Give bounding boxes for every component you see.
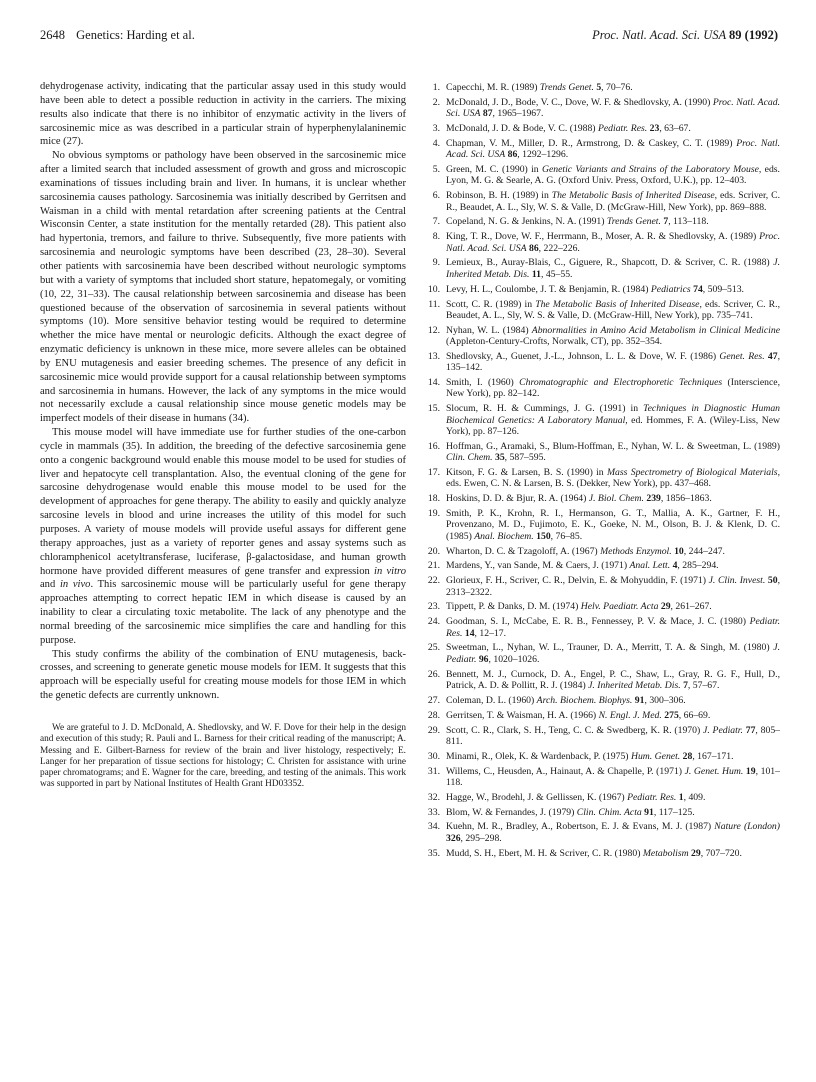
reference-authors: Smith, I. (1960) (446, 377, 520, 389)
reference-source: Nature (London) (714, 821, 781, 833)
reference-number: 17. (427, 466, 440, 478)
reference-number: 35. (427, 847, 440, 859)
reference-source: Trends Genet. (539, 82, 594, 93)
reference-pages: , 1020–1026. (488, 653, 540, 665)
reference-item (424, 377, 780, 400)
reference-source: Metabolism (642, 847, 689, 859)
reference-number: 22. (427, 575, 440, 587)
reference-authors: Minami, R., Olek, K. & Wardenback, P. (1975) (446, 750, 631, 762)
reference-item (424, 821, 780, 844)
reference-number: 18. (427, 493, 440, 505)
in-vivo-text: in vivo (59, 579, 91, 591)
reference-authors: McDonald, J. D., Bode, V. C., Dove, W. F. & Shedlovsky, A. (1990) (446, 96, 713, 108)
reference-authors: Mardens, Y., van Sande, M. & Caers, J. (1971) (446, 560, 630, 572)
reference-volume: 14 (464, 627, 475, 639)
page-header (40, 28, 778, 44)
reference-pages: , 12–17. (474, 627, 507, 639)
reference-item (424, 669, 780, 692)
reference-authors: Chapman, V. M., Miller, D. R., Armstrong, D. & Caskey, C. T. (1989) (446, 137, 737, 149)
reference-number: 30. (427, 750, 440, 762)
reference-authors: Smith, P. K., Krohn, R. I., Hermanson, G. T., Mallia, A. K., Gartner, F. H., Provenzano, M. D., Fujimoto, E. K., Goeke, N. M., Olson, B. J. & Klenk, D. C. (1985) (446, 508, 780, 542)
reference-pages: , 57–67. (687, 679, 720, 691)
reference-volume: 86 (507, 149, 518, 161)
reference-volume: 1 (678, 791, 684, 803)
reference-authors: Green, M. C. (1990) in (446, 164, 542, 176)
reference-source: Chromatographic and Electrophoretic Techniques (519, 377, 723, 389)
reference-pages: , 117–125. (653, 806, 695, 818)
reference-source: The Metabolic Basis of Inherited Disease (535, 298, 700, 310)
paragraph-2: No obvious symptoms or pathology have been observed in the sarcosinemic mice after a limited search that included assessment of growth and gross and microscopic examinations of tissues including brain and liver. In humans, it is unclear whether sarcosinemia causes pathology. Sarcosinemia was initially described by Gerritsen and Waisman in a child with mental retardation after screening patients at the Central Wisconsin Center, a state institution for the mentally retarded (28). This patient also had hypertonia, tremors, and failure to thrive. Subsequently, five more patients with sarcosinemia and neurologic symptoms have been described (23, 28–30). Several other patients with sarcosinemia have been described without neurologic symptoms but with a variety of symptoms that included short stature, hepatomegaly, or vomiting (10, 22, 31–33). The causal relationship between sarcosinemia and disease has been questioned because of the observation of sarcosinemia in several patients without symptoms (10). More sensitive behavior testing would be required to determine whether the mice have mental or neurologic deficits. Although the exact degree of enzymatic deficiency is unknown in these mice, more severe alleles can be obtained by ENU mutagenesis and easier breeding schemes. The presence of any deficit in sarcosinemic mice would provide support for a causal relationship between symptoms and sarcosinemia in humans. However, the lack of any symptoms in the mice would not necessarily exclude a causal relationship since mouse genetic models may be imperfect models of their disease in humans (34). (40, 150, 406, 425)
reference-number: 15. (427, 403, 440, 415)
reference-volume: 275 (664, 709, 679, 721)
reference-number: 27. (427, 694, 440, 706)
reference-source: Pediatr. Res. (446, 616, 780, 639)
reference-item (424, 441, 780, 464)
reference-source: The Metabolic Basis of Inherited Disease (551, 190, 715, 202)
reference-authors: Nyhan, W. L. (1984) (446, 324, 532, 336)
reference-item (424, 190, 780, 213)
reference-item (424, 467, 780, 490)
reference-authors: Slocum, R. H. & Cummings, J. G. (1991) in (446, 403, 644, 415)
reference-authors: Bennett, M. J., Curnock, D. A., Engel, P. C., Shaw, L., Gray, R. G. F., Hull, D., Patrick, A. D. & Pollitt, R. J. (1984) (446, 668, 780, 691)
reference-source: N. Engl. J. Med. (598, 709, 662, 721)
reference-source: Arch. Biochem. Biophys. (536, 694, 633, 706)
reference-item (424, 164, 780, 187)
reference-item (424, 575, 780, 598)
reference-item (424, 792, 780, 803)
reference-item (424, 807, 780, 818)
reference-item (424, 82, 780, 93)
reference-item (424, 123, 780, 134)
reference-source: Mass Spectrometry of Biological Materials (606, 466, 778, 478)
reference-number: 2. (432, 96, 440, 108)
reference-source: Pediatrics (650, 283, 691, 295)
paragraph-4: This study confirms the ability of the combination of ENU mutagenesis, back-crosses, and screening to generate genetic mouse models for IEM. It suggests that this approach will be especially useful for creating mouse models for those IEM in which the genetic defects are currently unknown. (40, 648, 406, 702)
reference-number: 3. (432, 123, 440, 135)
acknowledgment: We are grateful to J. D. McDonald, A. Shedlovsky, and W. F. Dove for their help in the design and execution of this study; R. Pauli and L. Barness for their critical reading of the manuscript; A. Messing and E. Gilbert-Barness for review of the brain and liver histology, respectively; E. Langer for her preparation of tissue sections for histology; C. Christen for assistance with urine paper chromatograms; and E. Wagner for the care, breeding, and testing of the animals. This work was supported in part by National Institutes of Health Grant HD03352. (40, 722, 406, 790)
paragraph-1: dehydrogenase activity, indicating that the particular assay used in this study would have been able to detect a possible reduction in activity in the carriers. The mixing results also indicate that there is no inhibitor of enzymatic activity in the livers of sarcosinemic mice as was described in a particular strain of hyperphenylalaninemic mice (27). (40, 81, 406, 148)
reference-authors: Goodman, S. I., McCabe, E. R. B., Fennessey, P. V. & Mace, J. C. (1980) (446, 616, 750, 628)
reference-volume: 5 (596, 82, 602, 93)
reference-authors: Kitson, F. G. & Larsen, B. S. (1990) in (446, 466, 607, 478)
reference-number: 10. (427, 283, 440, 295)
reference-number: 25. (427, 642, 440, 654)
reference-authors: Hoffman, G., Aramaki, S., Blum-Hoffman, E., Nyhan, W. L. & Sweetman, L. (1989) (446, 440, 780, 452)
reference-item (424, 710, 780, 721)
reference-number: 31. (427, 765, 440, 777)
reference-authors: Lemieux, B., Auray-Blais, C., Giguere, R., Shapcott, D. & Scriver, C. R. (1988) (446, 257, 774, 269)
reference-source: Proc. Natl. Acad. Sci. USA (446, 137, 780, 161)
reference-number: 13. (427, 350, 440, 362)
reference-pages: , 76–85. (550, 530, 583, 542)
reference-number: 26. (427, 668, 440, 680)
reference-pages: , 295–298. (460, 832, 502, 844)
reference-item (424, 616, 780, 639)
reference-pages: , 707–720. (700, 847, 742, 859)
reference-item (424, 284, 780, 295)
reference-authors: McDonald, J. D. & Bode, V. C. (1988) (446, 123, 598, 135)
reference-source: J. Inherited Metab. Dis. (446, 257, 780, 280)
reference-item (424, 493, 780, 504)
reference-authors: Capecchi, M. R. (1989) (446, 82, 540, 93)
reference-source: Clin. Chim. Acta (576, 806, 642, 818)
reference-volume: 326 (446, 832, 461, 844)
reference-pages: , eds. Lyon, M. G. & Searle, A. G. (Oxford Univ. Press, Oxford, U.K.), pp. 12–403. (446, 164, 780, 187)
running-title: Genetics: Harding et al. (76, 28, 195, 42)
reference-pages: (Interscience, New York), pp. 82–142. (446, 377, 780, 400)
reference-item (424, 725, 780, 748)
journal-year: (1992) (744, 28, 778, 42)
reference-item (424, 560, 780, 571)
reference-authors: Sweetman, L., Nyhan, W. L., Trauner, D. A., Merritt, T. A. & Singh, M. (1980) (446, 642, 774, 654)
reference-volume: 7 (683, 679, 688, 691)
reference-item (424, 97, 780, 120)
reference-item (424, 325, 780, 348)
reference-pages: , 244–247. (683, 545, 725, 557)
reference-pages: , 1856–1863. (660, 493, 712, 505)
reference-source: J. Clin. Invest. (708, 575, 766, 587)
reference-source: Genetic Variants and Strains of the Laboratory Mouse (541, 164, 759, 176)
reference-volume: 11 (531, 268, 541, 280)
reference-authors: Gerritsen, T. & Waisman, H. A. (1966) (446, 709, 599, 721)
reference-item (424, 138, 780, 161)
reference-volume: 10 (674, 545, 684, 557)
reference-volume: 29 (660, 601, 671, 613)
reference-source: Helv. Paediatr. Acta (580, 601, 659, 613)
reference-source: Abnormalities in Amino Acid Metabolism in Clinical Medicine (531, 324, 780, 336)
reference-volume: 7 (663, 216, 669, 228)
reference-pages: , eds. Ewen, C. N. & Larsen, B. S. (Dekker, New York), pp. 437–468. (446, 466, 780, 490)
reference-source: J. Pediatr. (446, 642, 780, 665)
reference-item (424, 231, 780, 254)
reference-authors: Scott, C. R. (1989) in (446, 298, 536, 310)
reference-volume: 77 (745, 724, 756, 736)
reference-volume: 86 (528, 242, 539, 254)
reference-authors: Mudd, S. H., Ebert, M. H. & Scriver, C. R. (1980) (446, 847, 643, 859)
reference-item (424, 216, 780, 227)
reference-number: 8. (432, 231, 440, 243)
reference-source: J. Biol. Chem. (588, 493, 644, 505)
reference-source: Proc. Natl. Acad. Sci. USA (446, 96, 780, 120)
reference-source: Proc. Natl. Acad. Sci. USA (446, 231, 780, 254)
reference-number: 19. (427, 508, 440, 519)
reference-authors: Kuehn, M. R., Bradley, A., Robertson, E. J. & Evans, M. J. (1987) (446, 821, 715, 833)
reference-pages: , 63–67. (659, 123, 691, 135)
reference-authors: King, T. R., Dove, W. F., Herrmann, B., Moser, A. R. & Shedlovsky, A. (1989) (446, 231, 760, 243)
reference-authors: Wharton, D. C. & Tzagoloff, A. (1967) (446, 545, 601, 557)
page-number: 2648 (40, 28, 65, 42)
header-left (40, 28, 195, 43)
reference-item (424, 546, 780, 557)
paragraph-3-end: . This sarcosinemic mouse will be particularly useful for gene therapy approaches attempting to correct hepatic IEM in which disease is caused by an inability to clear a circulating toxic metabolite. The lack of any phenotype and the normal breeding of the sarcosinemic mice simplifies the care and handling for this purpose. (40, 579, 406, 646)
reference-authors: Blom, W. & Fernandes, J. (1979) (446, 806, 577, 818)
reference-source: Techniques in Diagnostic Human Biochemical Genetics: A Laboratory Manual (446, 403, 781, 426)
reference-authors: Willems, C., Heusden, A., Hainaut, A. & Chapelle, P. (1971) (446, 765, 685, 777)
reference-number: 7. (432, 216, 440, 228)
reference-number: 23. (427, 601, 440, 613)
reference-pages: , 66–69. (678, 709, 711, 721)
reference-volume: 150 (536, 530, 551, 542)
reference-pages: , 2313–2322. (446, 575, 780, 598)
reference-number: 16. (427, 440, 440, 452)
reference-authors: Tippett, P. & Danks, D. M. (1974) (446, 601, 581, 613)
reference-number: 11. (428, 298, 440, 310)
journal-name: Proc. Natl. Acad. Sci. USA (592, 28, 726, 42)
reference-pages: , 1292–1296. (517, 149, 569, 161)
reference-pages: , 70–76. (601, 82, 633, 93)
reference-authors: Shedlovsky, A., Guenet, J.-L., Johnson, L. L. & Dove, W. F. (1986) (446, 350, 720, 362)
reference-source: Pediatr. Res. (597, 123, 648, 135)
reference-number: 21. (427, 560, 440, 572)
reference-source: Trends Genet. (606, 216, 661, 228)
reference-number: 33. (427, 806, 440, 818)
reference-number: 20. (427, 545, 440, 557)
reference-pages: , 113–118. (668, 216, 709, 228)
reference-item (424, 351, 780, 374)
reference-volume: 96 (478, 653, 489, 665)
reference-item (424, 299, 780, 322)
reference-volume: 74 (693, 283, 703, 295)
reference-source: Anal. Lett. (629, 560, 671, 572)
reference-source: Genet. Res. (719, 350, 765, 362)
reference-number: 34. (427, 821, 440, 833)
reference-number: 1. (432, 82, 440, 93)
reference-pages: , 101–118. (446, 765, 780, 788)
reference-pages: , 805–811. (446, 724, 781, 747)
reference-pages: , 261–267. (670, 601, 712, 613)
reference-number: 29. (427, 724, 440, 736)
reference-item (424, 848, 780, 859)
journal-volume: 89 (729, 28, 742, 42)
reference-item (424, 257, 780, 280)
reference-source: Pediatr. Res. (627, 791, 677, 803)
reference-item (424, 508, 780, 542)
body-column (40, 80, 406, 791)
reference-pages: , 509–513. (702, 283, 744, 295)
reference-pages: , 222–226. (538, 242, 580, 254)
reference-number: 9. (432, 257, 440, 269)
reference-source: J. Inherited Metab. Dis. (588, 679, 681, 691)
reference-volume: 91 (634, 694, 645, 706)
reference-authors: Copeland, N. G. & Jenkins, N. A. (1991) (446, 216, 607, 228)
reference-authors: Levy, H. L., Coulombe, J. T. & Benjamin, R. (1984) (446, 283, 651, 295)
reference-pages: , 587–595. (504, 452, 546, 464)
reference-authors: Coleman, D. L. (1960) (446, 694, 537, 706)
reference-pages: , 409. (683, 791, 706, 803)
reference-number: 4. (432, 137, 440, 149)
reference-volume: 28 (682, 750, 693, 762)
and-text: and (40, 579, 56, 591)
reference-number: 14. (427, 377, 440, 389)
paragraph-3-text: This mouse model will have immediate use for further studies of the one-carbon cycle in mammals (35). In addition, the breeding of the defective sarcosinemia gene onto a congenic background would enable this mouse model to be used for studies of liver and hepatocyte cell transplantation. Also, the eventual cloning of the gene for sarcosine dehydrogenase would enable this mouse model to be used for the development of approaches for gene therapy. The ability to easily and quickly analyze sarcosine levels in blood and urine increases the utility of this model for such purposes. A variety of mouse models will provide useful assays for different gene therapy approaches, just as a variety of reporter genes and assay systems such as chloramphenicol acetyltransferase, luciferase, β-galactosidase, and human growth hormone have provided different measures of gene transfer and expression (40, 427, 406, 577)
reference-item (424, 751, 780, 762)
in-vitro-text: in vitro (374, 565, 407, 577)
reference-volume: 29 (691, 847, 701, 859)
reference-authors: Glorieux, F. H., Scriver, C. R., Delvin, E. & Mohyuddin, F. (1971) (446, 575, 709, 587)
reference-number: 12. (427, 324, 440, 336)
reference-pages: , 167–171. (692, 750, 734, 762)
reference-pages: , ed. Hommes, F. A. (Wiley-Liss, New York), pp. 87–126. (446, 414, 780, 437)
reference-source: Anal. Biochem. (474, 530, 534, 542)
reference-pages: , 135–142. (446, 350, 781, 374)
reference-volume: 23 (649, 123, 660, 135)
references-list (424, 82, 780, 862)
reference-source: J. Genet. Hum. (684, 765, 744, 777)
reference-pages: , 1965–1967. (492, 108, 544, 120)
reference-volume: 19 (745, 765, 756, 777)
reference-item (424, 403, 780, 437)
reference-item (424, 642, 780, 665)
reference-pages: , 45–55. (540, 268, 573, 280)
reference-authors: Hagge, W., Brodehl, J. & Gellissen, K. (1967) (446, 791, 628, 803)
reference-source: Clin. Chem. (446, 452, 493, 464)
reference-volume: 47 (767, 350, 778, 362)
reference-number: 32. (427, 791, 440, 803)
reference-pages: , 300–306. (644, 694, 686, 706)
reference-source: Hum. Genet. (630, 750, 681, 762)
reference-number: 6. (432, 190, 440, 202)
reference-volume: 239 (646, 493, 661, 505)
reference-pages: , eds. Scriver, C. R., Beaudet, A. L., Sly, W. S. & Valle, D. (McGraw-Hill, New York), pp. 735–741. (446, 298, 780, 321)
reference-volume: 50 (767, 575, 778, 587)
paragraph-3 (40, 426, 406, 648)
reference-source: J. Pediatr. (703, 724, 743, 736)
reference-number: 24. (427, 616, 440, 628)
reference-number: 5. (432, 164, 440, 176)
reference-volume: 91 (644, 806, 654, 818)
reference-source: Methods Enzymol. (600, 545, 672, 557)
journal-citation (592, 28, 778, 43)
reference-authors: Scott, C. R., Clark, S. H., Teng, C. C. & Swedberg, K. R. (1970) (446, 724, 704, 736)
reference-item (424, 695, 780, 706)
reference-authors: Hoskins, D. D. & Bjur, R. A. (1964) (446, 493, 589, 505)
reference-pages: , eds. Scriver, C. R., Beaudet, A. L., Sly, W. S. & Valle, D. (McGraw-Hill, New York), pp. 869–888. (446, 190, 780, 213)
reference-authors: Robinson, B. H. (1989) in (446, 190, 552, 202)
reference-item (424, 766, 780, 789)
reference-pages: , 285–294. (677, 560, 719, 572)
reference-volume: 87 (482, 108, 493, 120)
reference-number: 28. (427, 709, 440, 721)
reference-volume: 4 (672, 560, 678, 572)
reference-item (424, 601, 780, 612)
reference-pages: (Appleton-Century-Crofts, Norwalk, CT), pp. 352–354. (446, 336, 663, 348)
reference-volume: 35 (494, 452, 505, 464)
